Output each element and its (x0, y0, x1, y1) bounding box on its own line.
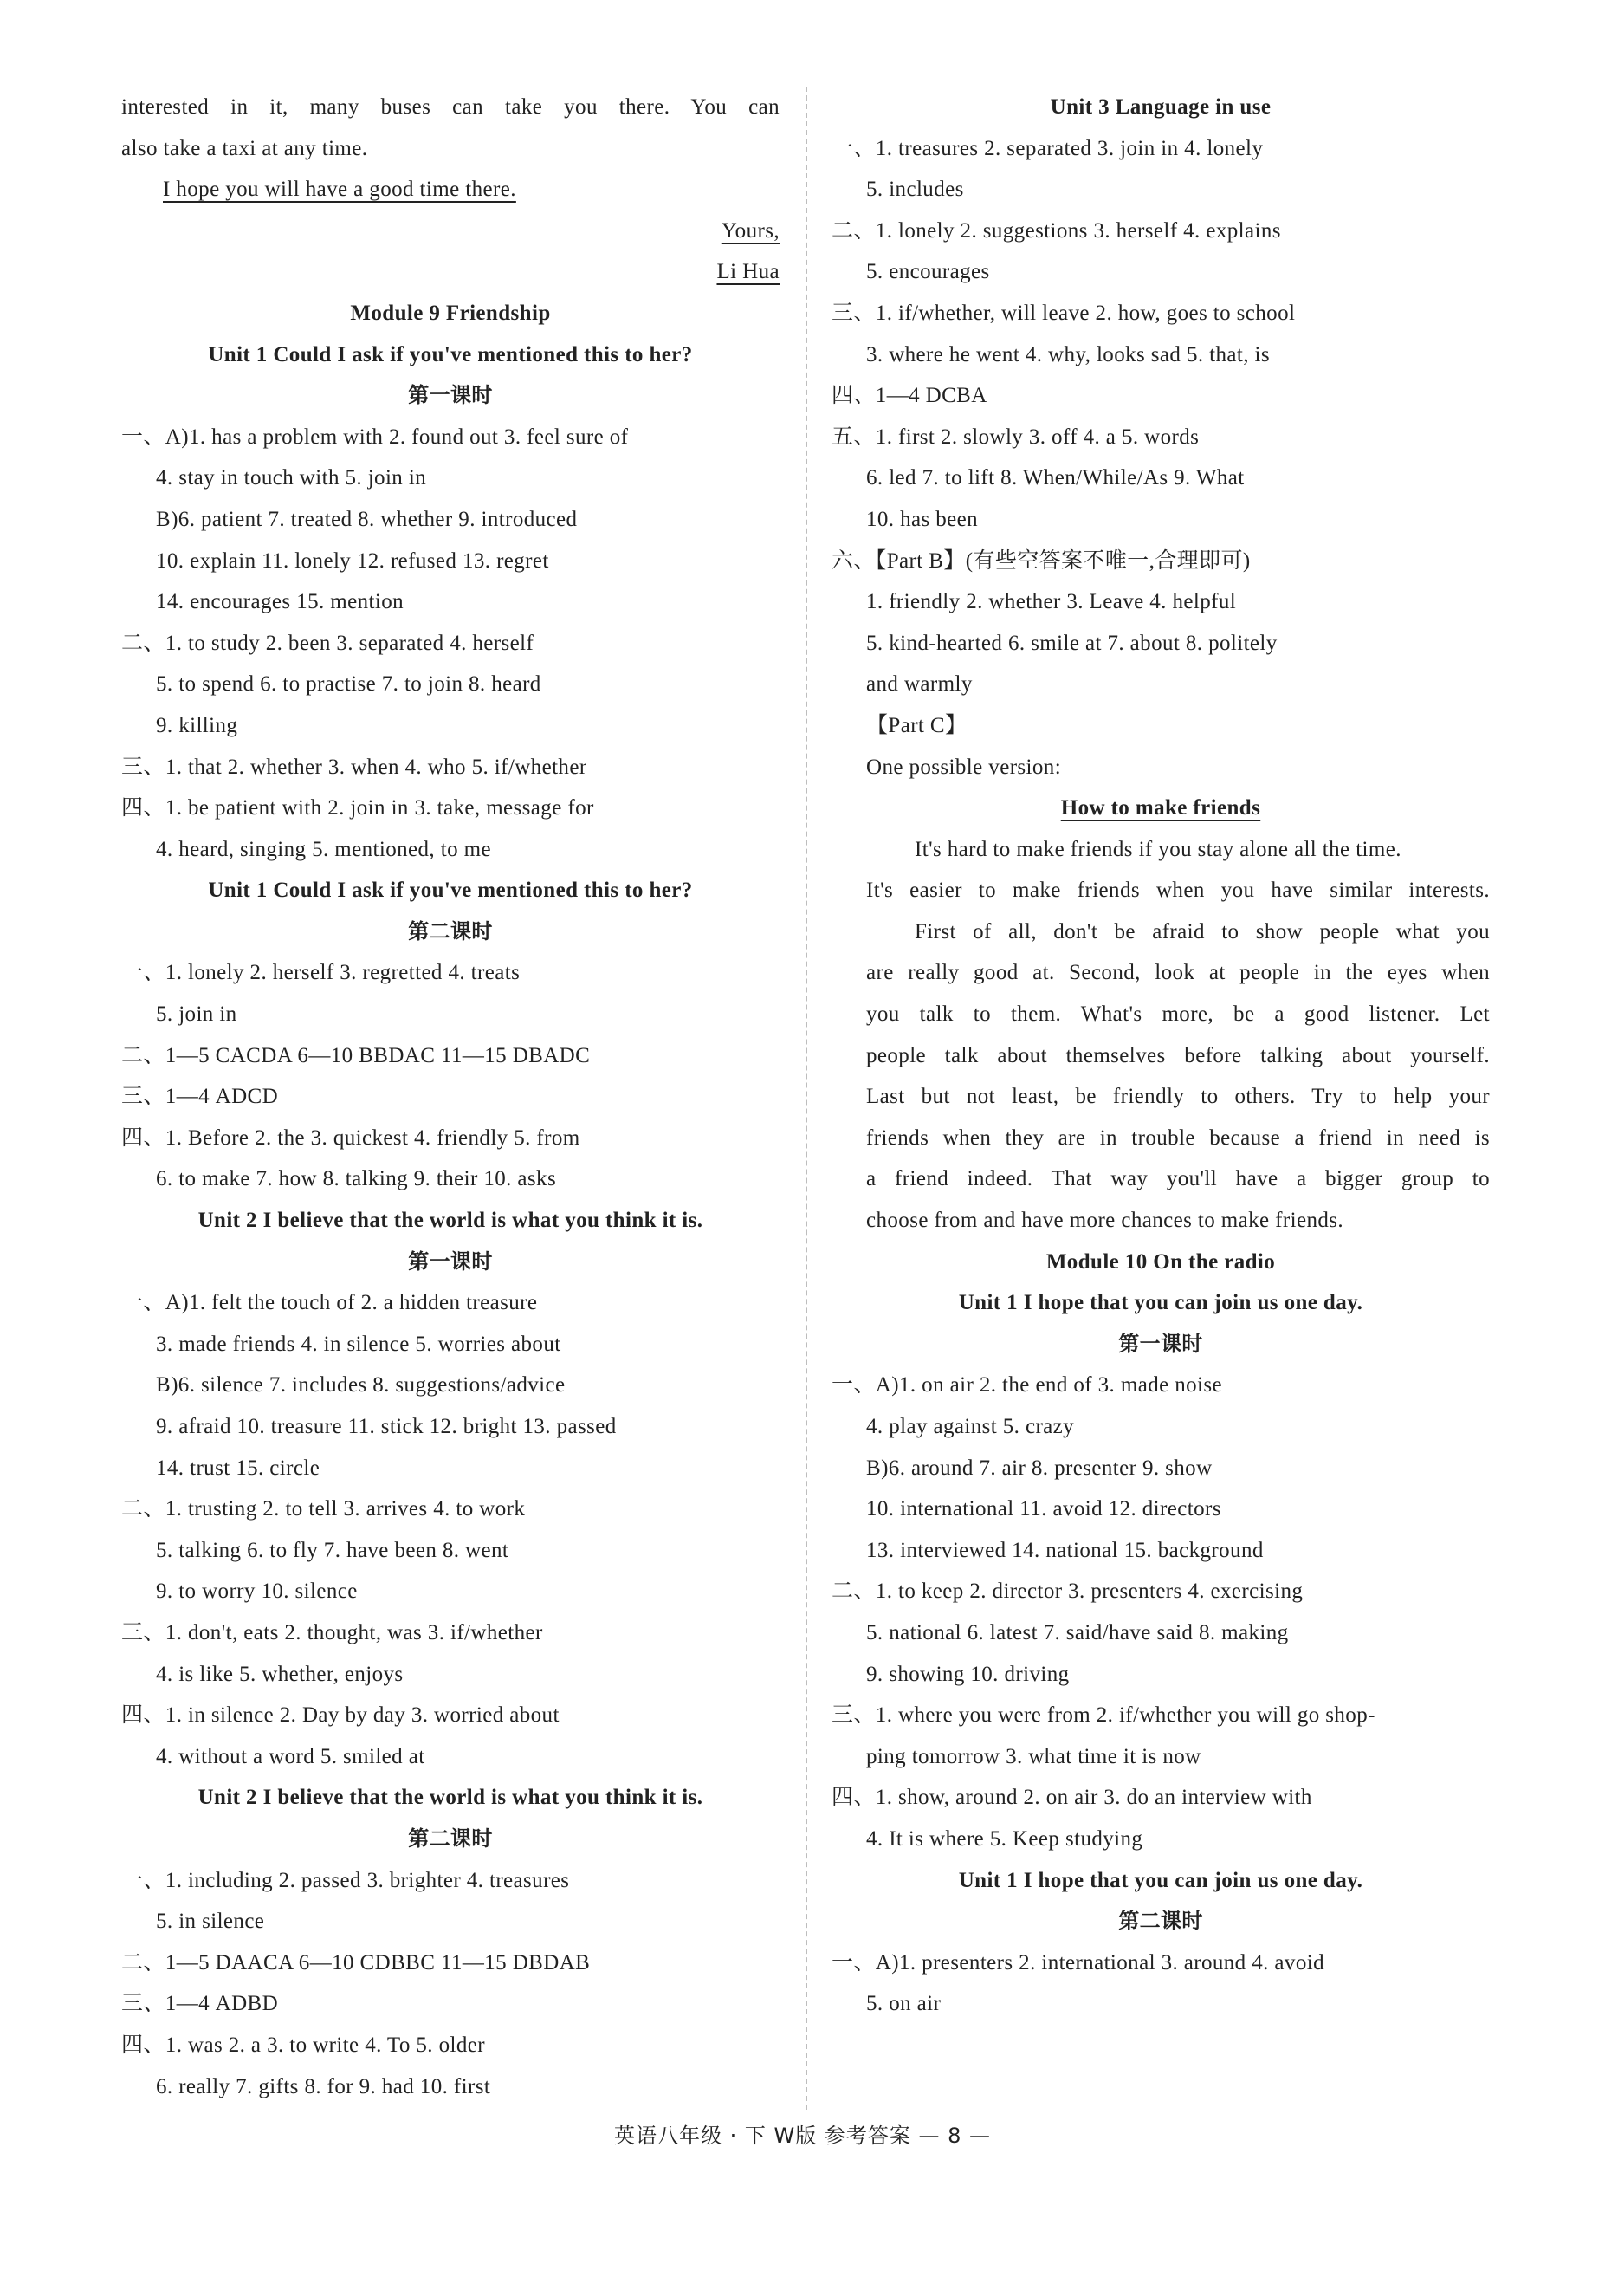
answer-line: 5. kind-hearted 6. smile at 7. about 8. politely (866, 631, 1278, 655)
answer-line: 一、A)1. presenters 2. international 3. around 4. avoid (832, 1950, 1324, 1975)
answer-line: 4. heard, singing 5. mentioned, to me (156, 837, 491, 861)
answer-line: 二、1. trusting 2. to tell 3. arrives 4. to work (121, 1497, 526, 1521)
answer-line: 六、【Part B】(有些空答案不唯一,合理即可) (832, 548, 1251, 573)
unit-title: Unit 3 Language in use (1050, 95, 1272, 119)
answer-line: 四、1. in silence 2. Day by day 3. worried about (121, 1703, 560, 1728)
unit-title: Unit 2 I believe that the world is what you think it is. (197, 1209, 703, 1233)
answer-line: 5. encourages (866, 260, 990, 284)
letter-signature-name: Li Hua (716, 260, 780, 284)
answer-line: 五、1. first 2. slowly 3. off 4. a 5. words (832, 425, 1200, 449)
answer-line: 5. national 6. latest 7. said/have said 8. making (866, 1620, 1289, 1644)
answer-line: 3. where he went 4. why, looks sad 5. that, is (866, 342, 1271, 366)
essay-line: you talk to them. What's more, be a good listener. Let (866, 1002, 1490, 1027)
letter-yours: Yours, (721, 218, 780, 243)
essay-line: It's easier to make friends when you have similar interests. (866, 879, 1490, 903)
answer-line: 一、1. treasures 2. separated 3. join in 4. lonely (832, 136, 1264, 160)
part-c-intro: One possible version: (866, 755, 1062, 779)
right-column (832, 87, 1490, 2025)
lesson-title: 第二课时 (408, 918, 493, 944)
unit-title: Unit 1 I hope that you can join us one day. (958, 1868, 1363, 1892)
essay-line: Last but not least, be friendly to others. Try to help your (866, 1085, 1490, 1109)
answer-line: 6. really 7. gifts 8. for 9. had 10. first (156, 2074, 491, 2098)
answer-line: 三、1. don't, eats 2. thought, was 3. if/whether (121, 1620, 543, 1644)
part-c-label: 【Part C】 (866, 713, 968, 737)
essay-line: people talk about themselves before talking about yourself. (866, 1043, 1490, 1067)
answer-line: 6. led 7. to lift 8. When/While/As 9. What (866, 466, 1245, 490)
essay-line: First of all, don't be afraid to show people what you (915, 919, 1490, 944)
answer-line: and warmly (866, 672, 973, 697)
essay-title: How to make friends (1060, 796, 1261, 820)
essay-line: choose from and have more chances to make friends. (866, 1209, 1344, 1233)
answer-line: 5. on air (866, 1992, 942, 2016)
lesson-title: 第一课时 (408, 1249, 493, 1274)
answer-line: 14. trust 15. circle (156, 1456, 320, 1480)
answer-line: 5. to spend 6. to practise 7. to join 8. heard (156, 672, 541, 697)
unit-title: Unit 1 Could I ask if you've mentioned this to her? (208, 342, 693, 366)
answer-line: 三、1—4 ADBD (121, 1992, 279, 2016)
answer-line: 10. explain 11. lonely 12. refused 13. regret (156, 548, 549, 573)
answer-line: 二、1. lonely 2. suggestions 3. herself 4. explains (832, 218, 1281, 243)
answer-line: 4. play against 5. crazy (866, 1415, 1075, 1438)
answer-line: B)6. silence 7. includes 8. suggestions/advice (156, 1373, 566, 1398)
answer-line: 三、1. where you were from 2. if/whether you will go shop- (832, 1703, 1375, 1728)
essay-line: a friend indeed. That way you'll have a bigger group to (866, 1167, 1490, 1191)
answer-line: 四、1. be patient with 2. join in 3. take, message for (121, 796, 594, 820)
answer-line: B)6. patient 7. treated 8. whether 9. introduced (156, 507, 578, 531)
unit-title: Unit 2 I believe that the world is what you think it is. (197, 1786, 703, 1810)
unit-title: Unit 1 Could I ask if you've mentioned this to her? (208, 879, 693, 903)
answer-line: 5. join in (156, 1002, 237, 1027)
answer-line: 5. in silence (156, 1910, 265, 1934)
answer-line: 四、1. show, around 2. on air 3. do an interview with (832, 1786, 1312, 1810)
answer-line: 14. encourages 15. mention (156, 590, 404, 614)
lesson-title: 第二课时 (408, 1826, 493, 1851)
lesson-title: 第一课时 (408, 383, 493, 408)
answer-line: 一、1. including 2. passed 3. brighter 4. treasures (121, 1868, 570, 1892)
answer-line: B)6. around 7. air 8. presenter 9. show (866, 1456, 1213, 1480)
module-title: Module 9 Friendship (350, 301, 551, 325)
answer-line: 1. friendly 2. whether 3. Leave 4. helpful (866, 590, 1237, 614)
answer-line: 5. includes (866, 178, 964, 202)
answer-line: 二、1. to study 2. been 3. separated 4. herself (121, 631, 534, 655)
lesson-title: 第一课时 (1118, 1331, 1203, 1356)
answer-line: 三、1. if/whether, will leave 2. how, goes to school (832, 301, 1296, 325)
answer-line: 一、A)1. has a problem with 2. found out 3. feel sure of (121, 425, 629, 449)
answer-line: ping tomorrow 3. what time it is now (866, 1744, 1201, 1768)
answer-line: 三、1—4 ADCD (121, 1085, 279, 1109)
module-title: Module 10 On the radio (1045, 1249, 1276, 1274)
answer-line: 一、A)1. on air 2. the end of 3. made noise (832, 1373, 1223, 1398)
letter-line: interested in it, many buses can take you there. You can (121, 95, 780, 119)
unit-title: Unit 1 I hope that you can join us one day. (958, 1291, 1363, 1315)
answer-line: 二、1—5 DAACA 6—10 CDBBC 11—15 DBDAB (121, 1950, 591, 1975)
essay-line: It's hard to make friends if you stay alone all the time. (915, 837, 1401, 861)
letter-closing-sentence: I hope you will have a good time there. (163, 178, 516, 202)
answer-line: 9. showing 10. driving (866, 1662, 1070, 1686)
letter-line: also take a taxi at any time. (121, 136, 368, 160)
answer-line: 4. without a word 5. smiled at (156, 1744, 425, 1768)
answer-line: 13. interviewed 14. national 15. background (866, 1538, 1264, 1562)
essay-line: are really good at. Second, look at people in the eyes when (866, 961, 1490, 985)
answer-line: 四、1. was 2. a 3. to write 4. To 5. older (121, 2033, 485, 2057)
answer-line: 四、1—4 DCBA (832, 384, 987, 408)
answer-line: 二、1. to keep 2. director 3. presenters 4. exercising (832, 1579, 1304, 1604)
answer-line: 9. to worry 10. silence (156, 1579, 358, 1604)
answer-line: 一、1. lonely 2. herself 3. regretted 4. treats (121, 961, 521, 985)
answer-line: 10. has been (866, 507, 979, 531)
answer-line: 三、1. that 2. whether 3. when 4. who 5. if/whether (121, 755, 587, 779)
page-footer: 英语八年级 · 下 W版 参考答案 — 8 — (613, 2124, 992, 2148)
answer-line: 四、1. Before 2. the 3. quickest 4. friendly 5. from (121, 1125, 580, 1150)
answer-line: 4. is like 5. whether, enjoys (156, 1662, 404, 1686)
answer-line: 5. talking 6. to fly 7. have been 8. went (156, 1538, 509, 1562)
lesson-title: 第二课时 (1118, 1909, 1203, 1934)
answer-line: 一、A)1. felt the touch of 2. a hidden treasure (121, 1291, 538, 1315)
answer-line: 二、1—5 CACDA 6—10 BBDAC 11—15 DBADC (121, 1043, 591, 1067)
column-divider (806, 87, 807, 2110)
essay-line: friends when they are in trouble because a friend in need is (866, 1125, 1490, 1150)
answer-line: 10. international 11. avoid 12. directors (866, 1497, 1221, 1521)
answer-line: 9. killing (156, 713, 238, 737)
answer-line: 3. made friends 4. in silence 5. worries about (156, 1332, 561, 1356)
answer-line: 9. afraid 10. treasure 11. stick 12. bright 13. passed (156, 1415, 617, 1438)
answer-line: 6. to make 7. how 8. talking 9. their 10. asks (156, 1167, 557, 1191)
left-column (121, 87, 780, 2107)
answer-line: 4. It is where 5. Keep studying (866, 1826, 1143, 1851)
answer-line: 4. stay in touch with 5. join in (156, 466, 427, 490)
